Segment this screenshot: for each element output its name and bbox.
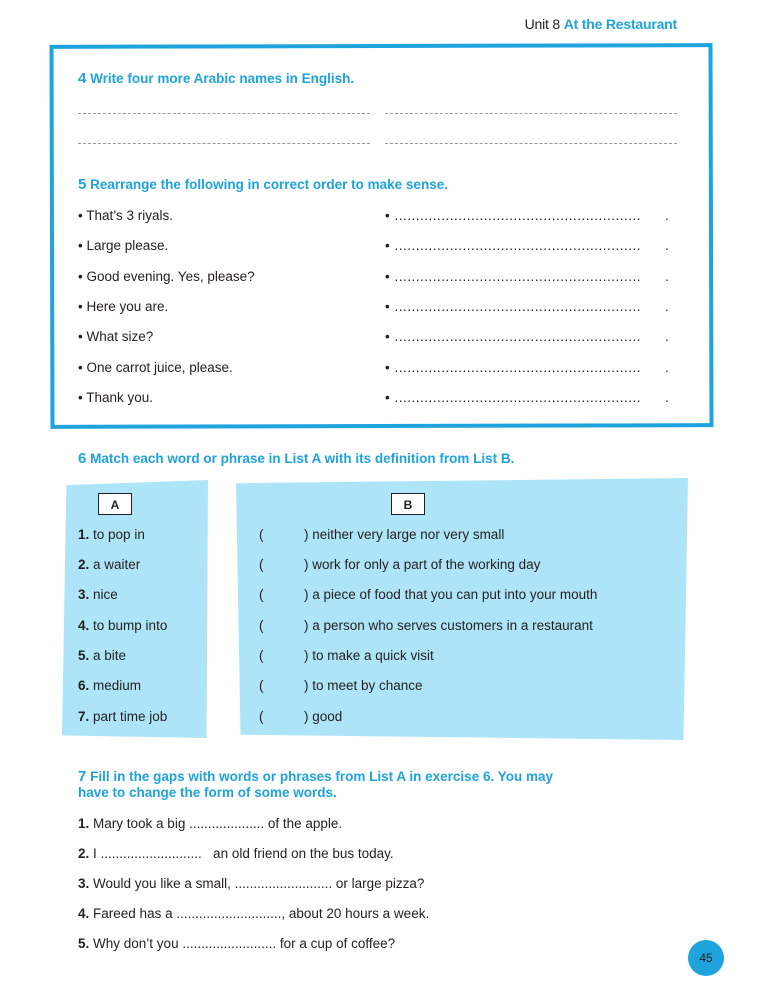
item-number: 4. — [78, 906, 90, 921]
item-text: Fareed has a ............................, about 20 hours a week. — [93, 906, 430, 921]
item-number: 7. — [78, 709, 90, 724]
answer-blank[interactable]: • .......................................................... — [385, 238, 642, 253]
exercise-instruction: Match each word or phrase in List A with its definition from List B. — [90, 451, 515, 466]
gap-sentence — [78, 876, 424, 891]
list-a-item — [78, 709, 167, 724]
page-number: 45 — [688, 940, 724, 976]
answer-blank[interactable]: • .......................................................... — [385, 360, 642, 375]
gap-sentence — [78, 936, 395, 951]
exercise-4-title — [78, 70, 354, 87]
definition-item: ) work for only a part of the working day — [304, 557, 541, 572]
item-number: 4. — [78, 618, 90, 633]
page-header — [525, 16, 677, 32]
list-a-item — [78, 618, 167, 633]
item-text: nice — [93, 587, 118, 602]
answer-line[interactable] — [385, 113, 677, 114]
period-mark: . — [665, 208, 669, 223]
answer-blank[interactable]: • .......................................................... — [385, 299, 642, 314]
item-text: a bite — [93, 648, 127, 663]
sentence-item: • One carrot juice, please. — [78, 360, 233, 375]
list-a-panel — [62, 480, 208, 738]
period-mark: . — [665, 269, 669, 284]
answer-paren[interactable]: ( — [259, 709, 264, 724]
exercise-instruction: Rearrange the following in correct order to make sense. — [90, 177, 448, 192]
gap-sentence — [78, 906, 429, 921]
list-a-item — [78, 587, 118, 602]
item-text: I ........................... an old friend on the bus today. — [93, 846, 394, 861]
answer-line[interactable] — [385, 143, 677, 144]
sentence-item: • Here you are. — [78, 299, 169, 314]
item-number: 1. — [78, 527, 90, 542]
answer-paren[interactable]: ( — [259, 678, 264, 693]
exercise-instruction: Write four more Arabic names in English. — [90, 71, 355, 86]
period-mark: . — [665, 299, 669, 314]
exercise-7-title — [78, 768, 553, 785]
item-number: 1. — [78, 816, 90, 831]
sentence-item: • That’s 3 riyals. — [78, 208, 174, 223]
gap-sentence — [78, 816, 342, 831]
answer-paren[interactable]: ( — [259, 557, 264, 572]
chapter-title: At the Restaurant — [563, 16, 677, 32]
item-number: 5. — [78, 936, 90, 951]
definition-item: ) good — [304, 709, 343, 724]
sentence-item: • What size? — [78, 329, 154, 344]
exercise-number: 5 — [78, 176, 87, 193]
list-a-item — [78, 678, 141, 693]
exercise-number: 7 — [78, 768, 87, 785]
item-number: 3. — [78, 587, 90, 602]
item-text: Why don’t you ......................... for a cup of coffee? — [93, 936, 396, 951]
item-text: medium — [93, 678, 142, 693]
list-a-item — [78, 557, 140, 572]
item-number: 5. — [78, 648, 90, 663]
definition-item: ) neither very large nor very small — [304, 527, 505, 542]
item-text: part time job — [93, 709, 168, 724]
item-number: 2. — [78, 846, 90, 861]
period-mark: . — [665, 238, 669, 253]
list-a-item — [78, 527, 145, 542]
item-number: 6. — [78, 678, 90, 693]
answer-line[interactable] — [78, 143, 370, 144]
list-a-item — [78, 648, 126, 663]
unit-label: Unit 8 — [524, 16, 560, 32]
definition-item: ) to meet by chance — [304, 678, 423, 693]
item-text: Would you like a small, .......................... or large pizza? — [93, 876, 425, 891]
definition-item: ) a person who serves customers in a restaurant — [304, 618, 593, 633]
list-a-label: A — [98, 493, 132, 515]
item-text: to pop in — [93, 527, 145, 542]
exercise-7-title-cont: have to change the form of some words. — [78, 785, 337, 800]
answer-paren[interactable]: ( — [259, 587, 264, 602]
exercise-5-title — [78, 176, 448, 193]
gap-sentence — [78, 846, 394, 861]
answer-paren[interactable]: ( — [259, 618, 264, 633]
answer-blank[interactable]: • .......................................................... — [385, 329, 642, 344]
answer-blank[interactable]: • .......................................................... — [385, 208, 642, 223]
period-mark: . — [665, 360, 669, 375]
answer-blank[interactable]: • .......................................................... — [385, 269, 642, 284]
sentence-item: • Good evening. Yes, please? — [78, 269, 255, 284]
exercise-6-title — [78, 450, 514, 467]
item-text: Mary took a big .................... of the apple. — [93, 816, 343, 831]
answer-line[interactable] — [78, 113, 370, 114]
exercise-number: 4 — [78, 70, 87, 87]
period-mark: . — [665, 390, 669, 405]
period-mark: . — [665, 329, 669, 344]
item-text: a waiter — [93, 557, 141, 572]
item-text: to bump into — [93, 618, 168, 633]
sentence-item: • Large please. — [78, 238, 169, 253]
sentence-item: • Thank you. — [78, 390, 154, 405]
item-number: 3. — [78, 876, 90, 891]
answer-paren[interactable]: ( — [259, 648, 264, 663]
list-b-panel — [236, 478, 688, 740]
definition-item: ) a piece of food that you can put into your mouth — [304, 587, 598, 602]
exercise-number: 6 — [78, 450, 87, 467]
item-number: 2. — [78, 557, 90, 572]
exercise-instruction: Fill in the gaps with words or phrases from List A in exercise 6. You may — [90, 769, 553, 784]
answer-blank[interactable]: • .......................................................... — [385, 390, 642, 405]
answer-paren[interactable]: ( — [259, 527, 264, 542]
definition-item: ) to make a quick visit — [304, 648, 434, 663]
list-b-label: B — [391, 493, 425, 515]
